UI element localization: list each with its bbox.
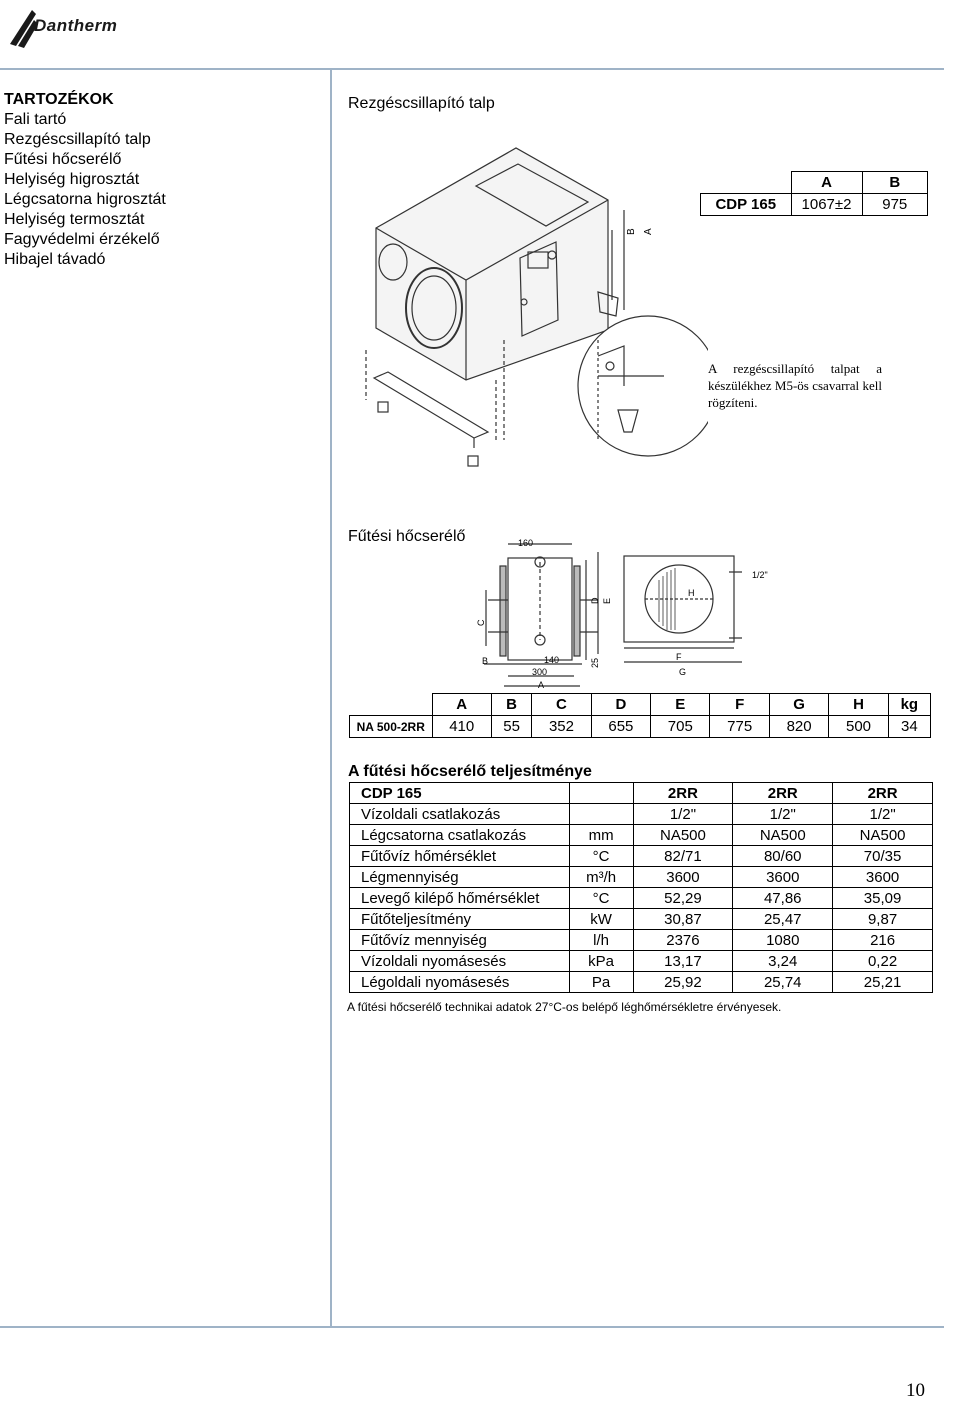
section-title-vibration-feet: Rezgéscsillapító talp bbox=[348, 95, 495, 112]
table-row bbox=[350, 909, 933, 930]
table-cell: °C bbox=[569, 846, 633, 867]
accessory-item: Helyiség higrosztát bbox=[4, 171, 140, 188]
mounting-note: A rezgéscsillapító talpat a készülékhez M5-ös csavarral kell rögzíteni. bbox=[708, 361, 882, 410]
table-cell: 55 bbox=[491, 716, 531, 738]
table-cell: Légoldali nyomásesés bbox=[350, 972, 570, 993]
heat-exchanger-dimensions-table bbox=[349, 693, 931, 738]
table-cell: 30,87 bbox=[633, 909, 733, 930]
table-row bbox=[350, 972, 933, 993]
table-cell: CDP 165 bbox=[701, 194, 792, 216]
accessory-item: Helyiség termosztát bbox=[4, 211, 145, 228]
table-cell: 3600 bbox=[633, 867, 733, 888]
table-cell: 2376 bbox=[633, 930, 733, 951]
table-cell: 9,87 bbox=[833, 909, 933, 930]
table-cell: 70/35 bbox=[833, 846, 933, 867]
table-header: CDP 165 bbox=[350, 783, 570, 804]
logo-text: Dantherm bbox=[34, 16, 118, 35]
table-cell: 500 bbox=[829, 716, 888, 738]
table-cell: 1067±2 bbox=[791, 194, 862, 216]
table-row bbox=[350, 930, 933, 951]
top-divider bbox=[0, 68, 944, 70]
table-header: D bbox=[591, 694, 650, 716]
table-cell: 775 bbox=[710, 716, 769, 738]
column-divider bbox=[330, 70, 332, 1328]
table-cell: 47,86 bbox=[733, 888, 833, 909]
dimension-label-a: A bbox=[643, 228, 654, 235]
table-row bbox=[350, 846, 933, 867]
dimension-label: 140 bbox=[544, 655, 560, 665]
table-header: H bbox=[829, 694, 888, 716]
table-cell: 352 bbox=[532, 716, 591, 738]
accessory-item: Légcsatorna higrosztát bbox=[4, 191, 166, 208]
performance-table bbox=[349, 782, 933, 993]
accessory-item: Fagyvédelmi érzékelő bbox=[4, 231, 160, 248]
table-row bbox=[350, 804, 933, 825]
table-cell: 1/2" bbox=[633, 804, 733, 825]
accessory-item: Rezgéscsillapító talp bbox=[4, 131, 151, 148]
table-cell: NA500 bbox=[733, 825, 833, 846]
heat-exchanger-drawing bbox=[474, 530, 774, 692]
table-cell: NA500 bbox=[833, 825, 933, 846]
table-cell: 0,22 bbox=[833, 951, 933, 972]
accessory-item: Fali tartó bbox=[4, 111, 67, 128]
table-cell: 25,74 bbox=[733, 972, 833, 993]
page-number: 10 bbox=[906, 1380, 925, 1401]
table-header: 2RR bbox=[633, 783, 733, 804]
vibration-feet-table bbox=[700, 171, 928, 216]
table-cell: 410 bbox=[432, 716, 491, 738]
table-cell: kW bbox=[569, 909, 633, 930]
table-cell: 80/60 bbox=[733, 846, 833, 867]
table-cell: Pa bbox=[569, 972, 633, 993]
dimension-label: 300 bbox=[532, 667, 548, 677]
table-cell: 1/2" bbox=[833, 804, 933, 825]
dimension-label: 1/2" bbox=[752, 570, 768, 580]
table-cell bbox=[350, 694, 433, 716]
table-cell: 3,24 bbox=[733, 951, 833, 972]
dimension-label: E bbox=[602, 597, 612, 604]
dimension-label: B bbox=[482, 656, 489, 666]
table-row bbox=[350, 888, 933, 909]
performance-title: A fűtési hőcserélő teljesítménye bbox=[348, 763, 592, 780]
table-cell: 25,47 bbox=[733, 909, 833, 930]
table-cell: 1/2" bbox=[733, 804, 833, 825]
table-cell: l/h bbox=[569, 930, 633, 951]
table-cell: 3600 bbox=[733, 867, 833, 888]
table-row bbox=[350, 867, 933, 888]
dimension-label: 160 bbox=[518, 538, 534, 548]
table-cell: Vízoldali csatlakozás bbox=[350, 804, 570, 825]
table-cell: m³/h bbox=[569, 867, 633, 888]
table-header: A bbox=[791, 172, 862, 194]
table-header: F bbox=[710, 694, 769, 716]
table-cell: 1080 bbox=[733, 930, 833, 951]
table-cell: 216 bbox=[833, 930, 933, 951]
table-cell: 35,09 bbox=[833, 888, 933, 909]
table-cell: 52,29 bbox=[633, 888, 733, 909]
dimension-label: G bbox=[679, 667, 687, 677]
table-header: B bbox=[862, 172, 928, 194]
table-cell: kPa bbox=[569, 951, 633, 972]
table-cell: Fűtővíz hőmérséklet bbox=[350, 846, 570, 867]
table-header: 2RR bbox=[833, 783, 933, 804]
table-row bbox=[350, 951, 933, 972]
table-cell: mm bbox=[569, 825, 633, 846]
table-cell: 705 bbox=[651, 716, 710, 738]
table-cell bbox=[569, 783, 633, 804]
accessory-item: Hibajel távadó bbox=[4, 251, 106, 268]
vibration-feet-drawing bbox=[348, 140, 708, 480]
table-cell: 34 bbox=[888, 716, 930, 738]
accessories-heading: TARTOZÉKOK bbox=[4, 91, 114, 108]
dimension-label: H bbox=[688, 588, 695, 598]
table-header: 2RR bbox=[733, 783, 833, 804]
section-title-heat-exchanger: Fűtési hőcserélő bbox=[348, 528, 466, 545]
table-cell: 975 bbox=[862, 194, 928, 216]
table-header: E bbox=[651, 694, 710, 716]
table-cell: 3600 bbox=[833, 867, 933, 888]
table-cell: NA 500-2RR bbox=[350, 716, 433, 738]
performance-footnote: A fűtési hőcserélő technikai adatok 27°C-os belépő léghőmérsékletre érvényesek. bbox=[347, 1000, 782, 1014]
accessory-item: Fűtési hőcserélő bbox=[4, 151, 122, 168]
table-header: C bbox=[532, 694, 591, 716]
table-header: A bbox=[432, 694, 491, 716]
table-cell: NA500 bbox=[633, 825, 733, 846]
table-cell: Fűtőteljesítmény bbox=[350, 909, 570, 930]
table-header: kg bbox=[888, 694, 930, 716]
dimension-label-b: B bbox=[626, 228, 637, 235]
dimension-label: 25 bbox=[590, 657, 600, 668]
dimension-label: D bbox=[590, 597, 600, 604]
accessories-list bbox=[4, 90, 324, 270]
table-cell: Levegő kilépő hőmérséklet bbox=[350, 888, 570, 909]
table-header: G bbox=[769, 694, 828, 716]
table-header: B bbox=[491, 694, 531, 716]
dimension-label: F bbox=[676, 652, 682, 662]
table-cell: 13,17 bbox=[633, 951, 733, 972]
table-cell: 655 bbox=[591, 716, 650, 738]
bottom-divider bbox=[0, 1326, 944, 1328]
table-cell: 820 bbox=[769, 716, 828, 738]
table-cell: Légcsatorna csatlakozás bbox=[350, 825, 570, 846]
table-cell: 25,92 bbox=[633, 972, 733, 993]
table-row bbox=[350, 825, 933, 846]
table-cell bbox=[701, 172, 792, 194]
table-cell: Fűtővíz mennyiség bbox=[350, 930, 570, 951]
table-cell: °C bbox=[569, 888, 633, 909]
table-cell: 82/71 bbox=[633, 846, 733, 867]
table-cell: Légmennyiség bbox=[350, 867, 570, 888]
dimension-label: C bbox=[476, 619, 486, 626]
table-cell bbox=[569, 804, 633, 825]
table-cell: 25,21 bbox=[833, 972, 933, 993]
table-cell: Vízoldali nyomásesés bbox=[350, 951, 570, 972]
dimension-label: A bbox=[538, 680, 545, 690]
